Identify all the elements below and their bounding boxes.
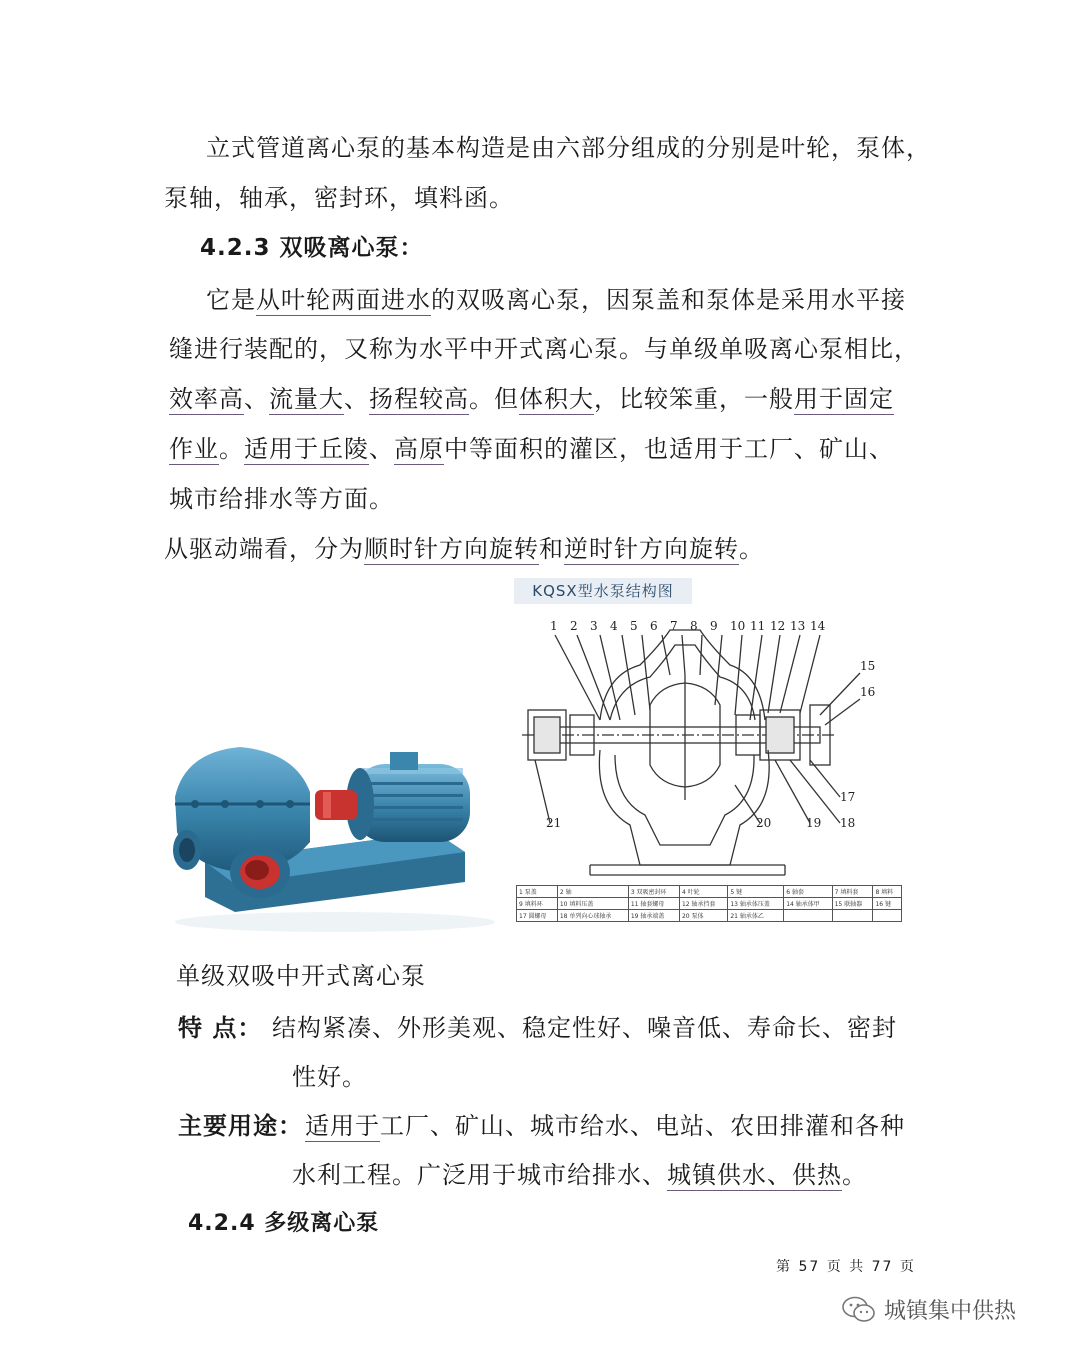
underlined-text: 顺时针方向旋转: [364, 535, 539, 563]
pump-photo: [165, 712, 495, 937]
parts-table-cell: 20 泵体: [679, 910, 727, 922]
parts-table-cell: 8 填料: [873, 886, 902, 898]
text: 从驱动端看，分为: [164, 535, 364, 563]
usage-label: 主要用途：: [178, 1112, 303, 1140]
parts-table-cell: 19 轴承端盖: [628, 910, 679, 922]
features-label: 特 点：: [178, 1014, 263, 1042]
parts-table-cell: 16 键: [873, 898, 902, 910]
callout-number: 5: [630, 619, 638, 633]
underlined-text: 适用于丘陵: [244, 435, 369, 463]
text: 。: [219, 435, 244, 463]
text: 、: [344, 385, 369, 413]
callout-number: 8: [690, 619, 698, 633]
watermark-text: 城镇集中供热: [884, 1299, 1017, 1324]
wechat-icon: [842, 1296, 876, 1324]
parts-table-cell: 21 轴承体乙: [728, 910, 784, 922]
text: 水利工程。广泛用于城市给排水、: [292, 1161, 667, 1189]
callout-number: 1: [550, 619, 558, 633]
callout-number: 13: [790, 619, 806, 633]
parts-table-cell: [832, 910, 873, 922]
parts-table-cell: 5 键: [728, 886, 784, 898]
underlined-text: 逆时针方向旋转: [564, 535, 739, 563]
callout-number: 14: [810, 619, 826, 633]
pump-photo-illustration: [165, 712, 495, 937]
callout-number: 12: [770, 619, 786, 633]
callout-number: 2: [570, 619, 578, 633]
parts-table-cell: 12 轴承挡套: [679, 898, 727, 910]
parts-table-cell: 18 单列向心球轴承: [557, 910, 628, 922]
features-line-1: 结构紧凑、外形美观、稳定性好、噪音低、寿命长、密封: [272, 1014, 897, 1042]
parts-table-cell: 9 填料环: [517, 898, 558, 910]
text: 中等面积的灌区，也适用于工厂、矿山、: [444, 435, 894, 463]
photo-caption: 单级双吸中开式离心泵: [176, 962, 426, 990]
paragraph-1-line-1: 立式管道离心泵的基本构造是由六部分组成的分别是叶轮，泵体，: [206, 134, 931, 162]
callout-number: 9: [710, 619, 718, 633]
underlined-text: 作业: [169, 435, 219, 463]
paragraph-1-line-2: 泵轴，轴承，密封环，填料函。: [164, 184, 514, 212]
underlined-text: 扬程较高: [369, 385, 469, 413]
parts-table-cell: 14 轴承体甲: [784, 898, 832, 910]
text: 和: [539, 535, 564, 563]
parts-table-cell: [784, 910, 832, 922]
paragraph-2-line-4: [169, 429, 894, 464]
watermark: [842, 1294, 1016, 1325]
paragraph-2-line-2: 缝进行装配的，又称为水平中开式离心泵。与单级单吸离心泵相比，: [169, 335, 919, 363]
parts-table-cell: 4 叶轮: [679, 886, 727, 898]
parts-table-row: [517, 910, 902, 922]
parts-table-cell: 1 泵盖: [517, 886, 558, 898]
features-line-2: 性好。: [292, 1063, 367, 1091]
parts-table-cell: 15 联轴器: [832, 898, 873, 910]
section-4-2-4-heading: 4.2.4 多级离心泵: [188, 1211, 380, 1236]
text: 工厂、矿山、城市给水、电站、农田排灌和各种: [380, 1112, 905, 1140]
parts-table-row: [517, 886, 902, 898]
callout-number: 17: [840, 790, 856, 804]
text: 、: [369, 435, 394, 463]
text: 。: [842, 1161, 867, 1189]
text: 它是: [206, 286, 256, 314]
callout-number: 21: [546, 816, 562, 830]
section-4-2-3-heading: 4.2.3 双吸离心泵：: [200, 235, 424, 261]
parts-table-row: [517, 898, 902, 910]
underlined-text: 高原: [394, 435, 444, 463]
callout-number: 10: [730, 619, 746, 633]
paragraph-2-line-5: 城市给排水等方面。: [169, 485, 394, 513]
callout-number: 7: [670, 619, 678, 633]
callout-number: 15: [860, 659, 876, 673]
callout-number: 11: [750, 619, 766, 633]
callout-number: 16: [860, 685, 876, 699]
pump-structure-diagram: [510, 575, 910, 935]
callout-number: 4: [610, 619, 618, 633]
callout-number: 3: [590, 619, 598, 633]
text: 。但: [469, 385, 519, 413]
paragraph-2-line-3: [169, 379, 894, 414]
parts-table-cell: 10 填料压盖: [557, 898, 628, 910]
parts-table-cell: 2 轴: [557, 886, 628, 898]
text: 、: [244, 385, 269, 413]
text: ，比较笨重，一般: [594, 385, 794, 413]
callout-number: 6: [650, 619, 658, 633]
parts-table-cell: 17 圆螺母: [517, 910, 558, 922]
callout-number: 19: [806, 816, 822, 830]
diagram-title: KQSX型水泵结构图: [514, 578, 692, 604]
parts-table: [516, 885, 902, 922]
callout-number: 18: [840, 816, 856, 830]
underlined-text: 体积大: [519, 385, 594, 413]
parts-table-cell: 6 轴套: [784, 886, 832, 898]
structure-drawing: [510, 575, 910, 885]
underlined-text: 用于固定: [794, 385, 894, 413]
text: 的双吸离心泵，因泵盖和泵体是采用水平接: [431, 286, 906, 314]
paragraph-2-line-1: [206, 280, 906, 315]
paragraph-3: [164, 529, 764, 564]
text: 。: [739, 535, 764, 563]
parts-table-cell: 3 双吸密封环: [628, 886, 679, 898]
usage-line-1: [305, 1106, 905, 1141]
parts-table-cell: [873, 910, 902, 922]
parts-table-cell: 7 填料套: [832, 886, 873, 898]
callout-number: 20: [756, 816, 772, 830]
underlined-text: 流量大: [269, 385, 344, 413]
page-number: 第 57 页 共 77 页: [776, 1259, 916, 1275]
underlined-text: 效率高: [169, 385, 244, 413]
parts-table-cell: 11 轴套螺母: [628, 898, 679, 910]
underlined-text: 适用于: [305, 1112, 380, 1140]
underlined-text: 从叶轮两面进水: [256, 286, 431, 314]
usage-line-2: [292, 1155, 867, 1190]
underlined-text: 城镇供水、供热: [667, 1161, 842, 1189]
parts-table-cell: 13 轴承体压盖: [728, 898, 784, 910]
